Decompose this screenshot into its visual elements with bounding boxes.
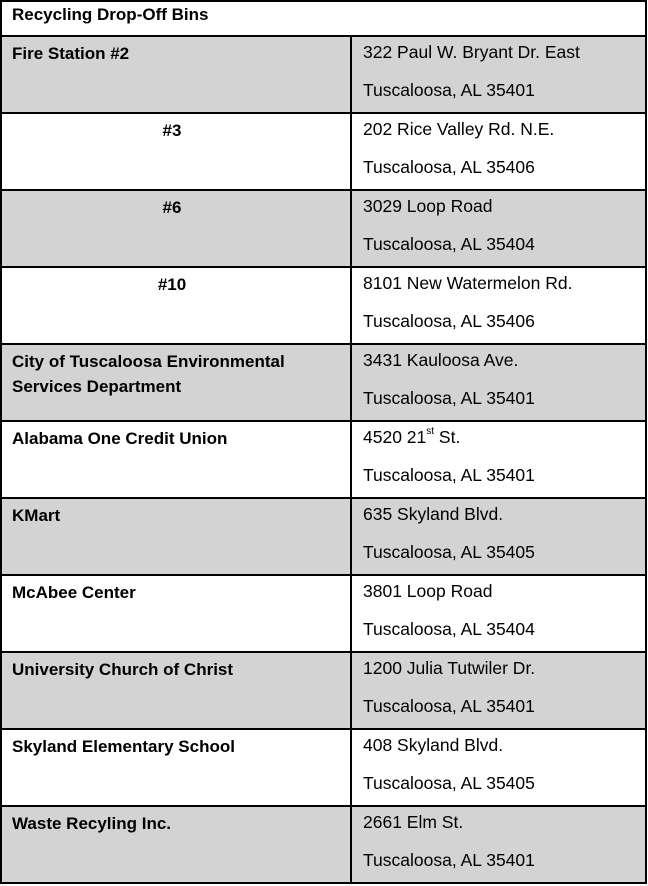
address-cell xyxy=(352,191,645,266)
street-address: 202 Rice Valley Rd. N.E. xyxy=(363,119,555,139)
city-state-zip: Tuscaloosa, AL 35406 xyxy=(363,157,535,177)
address-cell xyxy=(352,37,645,112)
address-cell xyxy=(352,730,645,805)
street-number: 4520 21 xyxy=(363,427,427,447)
location-name: #10 xyxy=(157,275,187,294)
street-address: 3801 Loop Road xyxy=(363,581,493,601)
city-state-zip: Tuscaloosa, AL 35401 xyxy=(363,465,535,485)
city-state-zip: Tuscaloosa, AL 35406 xyxy=(363,311,535,331)
table-row xyxy=(0,267,647,344)
city-state-zip: Tuscaloosa, AL 35404 xyxy=(363,234,535,254)
city-state-zip: Tuscaloosa, AL 35401 xyxy=(363,388,535,408)
location-name-cell xyxy=(2,268,352,343)
city-state-zip: Tuscaloosa, AL 35405 xyxy=(363,773,535,793)
city-state-zip: Tuscaloosa, AL 35405 xyxy=(363,542,535,562)
ordinal-suffix: st xyxy=(426,426,435,437)
address-cell xyxy=(352,422,645,497)
location-name: KMart xyxy=(2,499,352,574)
location-name: City of Tuscaloosa Environmental Services Department xyxy=(2,345,352,420)
city-state-zip: Tuscaloosa, AL 35404 xyxy=(363,619,535,639)
location-name: Skyland Elementary School xyxy=(2,730,352,805)
address-cell xyxy=(352,576,645,651)
address-cell xyxy=(352,499,645,574)
table-row xyxy=(0,421,647,498)
street-address: 2661 Elm St. xyxy=(363,812,464,832)
street-type: St. xyxy=(434,427,461,447)
address-cell xyxy=(352,653,645,728)
location-name: McAbee Center xyxy=(2,576,352,651)
table-row xyxy=(0,729,647,806)
table-row xyxy=(0,113,647,190)
address-cell xyxy=(352,807,645,882)
location-name: #6 xyxy=(162,198,182,217)
location-name: Waste Recyling Inc. xyxy=(2,807,352,882)
table-title: Recycling Drop-Off Bins xyxy=(0,0,647,36)
city-state-zip: Tuscaloosa, AL 35401 xyxy=(363,80,535,100)
street-address: 8101 New Watermelon Rd. xyxy=(363,273,573,293)
address-cell xyxy=(352,114,645,189)
street-address xyxy=(363,424,645,462)
address-cell xyxy=(352,345,645,420)
table-row xyxy=(0,652,647,729)
street-address: 3431 Kauloosa Ave. xyxy=(363,350,519,370)
street-address: 1200 Julia Tutwiler Dr. xyxy=(363,658,536,678)
city-state-zip: Tuscaloosa, AL 35401 xyxy=(363,696,535,716)
address-cell xyxy=(352,268,645,343)
street-address: 3029 Loop Road xyxy=(363,196,493,216)
street-address: 408 Skyland Blvd. xyxy=(363,735,504,755)
table-row xyxy=(0,36,647,113)
table-row xyxy=(0,344,647,421)
location-name-cell xyxy=(2,114,352,189)
location-name-cell xyxy=(2,191,352,266)
table-row xyxy=(0,498,647,575)
table-row xyxy=(0,190,647,267)
location-name: Alabama One Credit Union xyxy=(2,422,352,497)
location-name: Fire Station #2 xyxy=(2,37,352,112)
location-name: #3 xyxy=(162,121,182,140)
location-name: University Church of Christ xyxy=(2,653,352,728)
street-address: 635 Skyland Blvd. xyxy=(363,504,504,524)
table-row xyxy=(0,806,647,884)
street-address: 322 Paul W. Bryant Dr. East xyxy=(363,42,580,62)
table-row xyxy=(0,575,647,652)
city-state-zip: Tuscaloosa, AL 35401 xyxy=(363,850,535,870)
